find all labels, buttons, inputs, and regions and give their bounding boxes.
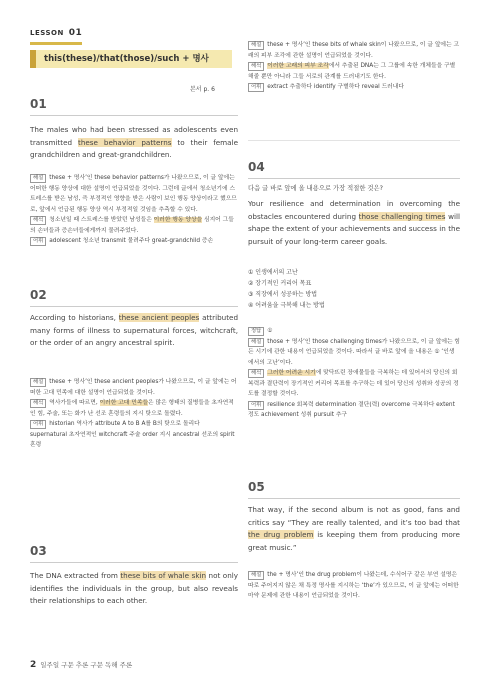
tag-translation: 해석 bbox=[248, 62, 264, 71]
question-number-01: 01 bbox=[30, 97, 47, 111]
question-03-text: The DNA extracted from these bits of whale skin not only identifies the individuals in the group, but also reveals their relationships to each other. bbox=[30, 571, 238, 605]
tag-vocab: 어휘 bbox=[30, 420, 46, 429]
divider bbox=[248, 178, 460, 179]
question-05-explanation: 해설 the + 명사’인 the drug problem이 나왔는데, 수식어구 같은 부연 설명은 따로 주어지지 않은 채 특정 명사를 지시하는 ‘the’가 있으므로, 이 글 앞에는 어떠한 마약 문제에 관한 내용이 언급되었을 것이다. bbox=[248, 572, 459, 599]
option-2: ② 장기적인 커리어 목표 bbox=[248, 280, 312, 287]
tag-explanation: 해설 bbox=[30, 378, 46, 387]
divider bbox=[30, 115, 238, 116]
question-04-prompt: 다음 글 바로 앞에 올 내용으로 가장 적절한 것은? bbox=[248, 185, 383, 192]
page-reference: 본서 p. 6 bbox=[190, 86, 215, 93]
option-1: ① 인생에서의 고난 bbox=[248, 269, 298, 276]
tag-translation: 해석 bbox=[30, 216, 46, 225]
option-3: ③ 직장에서 성공하는 방법 bbox=[248, 291, 318, 298]
tag-explanation: 해설 bbox=[248, 571, 264, 580]
question-04-text: Your resilience and determination in overcoming the obstacles encountered during those challenging times will shape the extent of your achievements and success in the pursuit of your long-term career goals. bbox=[248, 199, 460, 246]
section-divider bbox=[248, 140, 460, 141]
question-number-02: 02 bbox=[30, 288, 47, 302]
question-02-explanation: 해설 these + 명사’인 these ancient peoples가 나왔으므로, 이 글 앞에는 어떠한 고대 민족에 대한 설명이 언급되었을 것이다. 해석 역사가들에 따르면, 이러한 고대 민족들은 많은 형태의 질병들을 초자연적인 힘, 주술, 또는 화가 난 선조 혼령들의 지시 탓으로 돌렸다. 어휘 historian 역사가 attribute A to B A를 B의 탓으로 돌리다 supernatural 초자연적인 witchcraft 주술 order 지시 ancestral 선조의 spirit 혼령 bbox=[30, 379, 237, 448]
question-number-03: 03 bbox=[30, 544, 47, 558]
tag-translation: 해석 bbox=[30, 399, 46, 408]
tag-vocab: 어휘 bbox=[248, 401, 264, 410]
lesson-label: LESSON 01 bbox=[30, 28, 83, 38]
question-01-text: The males who had been stressed as adolescents even transmitted these behavior patterns to their female grandchildren and great-grandchildren. bbox=[30, 125, 238, 159]
question-number-04: 04 bbox=[248, 160, 265, 174]
divider bbox=[248, 498, 460, 499]
option-4: ④ 어려움을 극복해 내는 방법 bbox=[248, 302, 325, 309]
question-03-explanation: 해설 these + 명사’인 these bits of whale skin이 나왔으므로, 이 글 앞에는 고래의 피부 조각에 관한 설명이 언급되었을 것이다. 해석 이러한 고래의 피부 조각에서 추출된 DNA는 그 그룹에 속한 개체들을 구별해줄 뿐만 아니라 그들 서로의 관계를 드러내기도 한다. 어휘 extract 추출하다 identify 구별하다 reveal 드러내다 bbox=[248, 42, 460, 90]
divider bbox=[30, 562, 238, 563]
tag-explanation: 해설 bbox=[30, 174, 46, 183]
tag-explanation: 해설 bbox=[248, 41, 264, 50]
tag-vocab: 어휘 bbox=[30, 237, 46, 246]
tag-translation: 해석 bbox=[248, 369, 264, 378]
question-02-text: According to historians, these ancient peoples attributed many forms of illness to supernatural forces, witchcraft, or the order of an angry ancestral spirit. bbox=[30, 313, 239, 347]
divider bbox=[30, 306, 238, 307]
question-04-options bbox=[248, 267, 460, 311]
tag-vocab: 어휘 bbox=[248, 83, 264, 92]
tag-answer: 정답 bbox=[248, 327, 264, 336]
question-number-05: 05 bbox=[248, 480, 265, 494]
lesson-underline bbox=[30, 42, 82, 45]
lesson-title: this(these)/that(those)/such + 명사 bbox=[30, 50, 232, 68]
question-05-text: That way, if the second album is not as good, fans and critics say “They are really talented, and it’s too bad that the drug problem is keeping them from producing more great music.” bbox=[248, 505, 460, 552]
page-footer: 2 일주일 구문 추론 구문 독해 주론 bbox=[30, 660, 133, 670]
question-04-explanation: 정답 ① 해설 those + 명사’인 those challenging times가 나왔으므로, 이 글 앞에는 힘든 시기에 관한 내용이 언급되었을 것이다. 따라서 글 바로 앞에 올 내용은 ① ‘인생에서의 고난’이다. 해석 그러한 어려운 시기에 맞닥뜨린 장애물들을 극복하는 데 있어서의 당신의 회복력과 결단력이 장기적인 커리어 목표를 추구하는 데 있어 당신의 성취와 성공의 정도를 결정할 것이다. 어휘 resilience 회복력 determination 결단(력) overcome 극복하다 extent 정도 achievement 성취 pursuit 추구 bbox=[248, 328, 460, 418]
tag-explanation: 해설 bbox=[248, 338, 264, 347]
question-01-explanation: 해설 these + 명사’인 these behavior patterns가 나왔으므로, 이 글 앞에는 어떠한 행동 양상에 대한 설명이 언급되었을 것이다. 그런데 글에서 청소년기에 스트레스를 받은 남성, 즉 부정적인 영향을 받은 사람이 보인 행동 양상이라고 했으므로, 앞에서 언급된 행동 양상 역시 부정적일 것임을 추측할 수 있다. 해석 청소년일 때 스트레스를 받았던 남성들은 이러한 행동 양상을 심지어 그들의 손녀들과 증손녀들에게까지 물려주었다. 어휘 adolescent 청소년 transmit 물려주다 great-grandchild 증손 bbox=[30, 175, 237, 244]
